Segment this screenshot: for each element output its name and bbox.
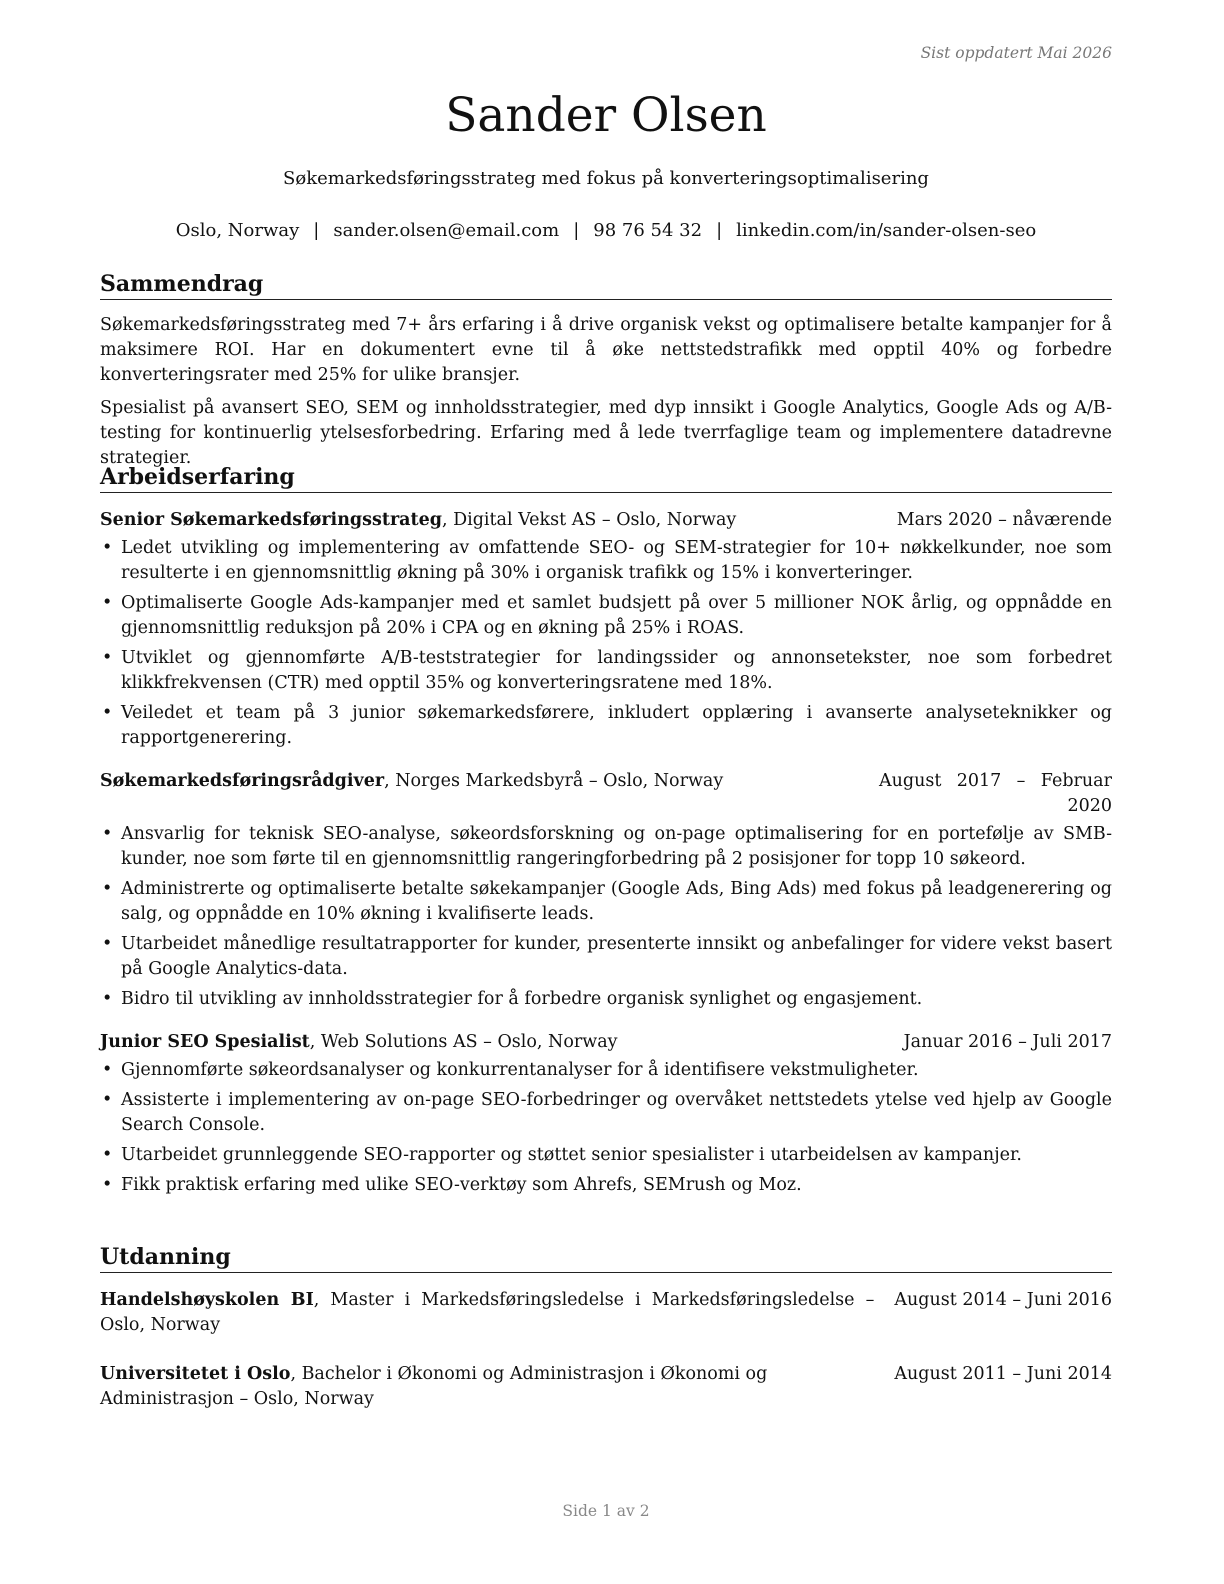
education-dates: August 2011 – Juni 2014 — [894, 1364, 1112, 1384]
education-school: Universitetet i Oslo — [100, 1364, 291, 1384]
job-bullet: • Utviklet og gjennomførte A/B-teststrategier for landingssider og annonsetekster, noe som forbedret klikkfrekvensen (CTR) med opptil 35% og konverteringsratene med 18%. — [100, 646, 1112, 696]
job-header — [100, 1030, 1112, 1055]
job-bullet: • Ledet utvikling og implementering av omfattende SEO- og SEM-strategier for 10+ nøkkelkunder, noe som resulterte i en gjennomsnittlig økning på 30% i organisk trafikk og 15% i konverteringer. — [100, 536, 1112, 586]
resume-page — [100, 0, 1112, 1584]
job-company: , Web Solutions AS – Oslo, Norway — [309, 1032, 618, 1052]
job-entry — [100, 508, 1112, 751]
education-school: Handelshøyskolen BI — [100, 1290, 314, 1310]
summary-paragraph: Søkemarkedsføringsstrateg med 7+ års erfaring i å drive organisk vekst og optimalisere betalte kampanjer for å maksimere ROI. Har en dokumentert evne til å øke nettstedstrafikk med opptil 40% og forbedre konverteringsrater med 25% for ulike bransjer. — [100, 315, 1112, 385]
education-entry — [100, 1288, 1112, 1338]
job-bullet: • Veiledet et team på 3 junior søkemarkedsførere, inkludert opplæring i avanserte analyseteknikker og rapportgenerering. — [100, 701, 1112, 751]
contact-phone: 98 76 54 32 — [593, 220, 703, 241]
job-bullets — [100, 536, 1112, 751]
education-entry — [100, 1362, 1112, 1412]
contact-separator: | — [716, 220, 723, 241]
contact-separator: | — [573, 220, 580, 241]
education-detail: , Bachelor i Økonomi og Administrasjon i Økonomi og Administrasjon – Oslo, Norway — [100, 1364, 768, 1409]
job-header — [100, 769, 1112, 819]
summary-section — [100, 270, 1112, 471]
education-header — [100, 1288, 1112, 1338]
job-bullet: • Utarbeidet månedlige resultatrapporter for kunder, presenterte innsikt og anbefalinger for videre vekst basert på Google Analytics-data. — [100, 932, 1112, 982]
job-bullet: • Administrerte og optimaliserte betalte søkekampanjer (Google Ads, Bing Ads) med fokus på leadgenerering og salg, og oppnådde en 10% økning i kvalifiserte leads. — [100, 877, 1112, 927]
candidate-name: Sander Olsen — [445, 88, 767, 143]
last-updated: Sist oppdatert Mai 2026 — [920, 44, 1112, 62]
job-role: Junior SEO Spesialist — [100, 1032, 310, 1052]
job-bullet: • Ansvarlig for teknisk SEO-analyse, søkeordsforskning og on-page optimalisering for en portefølje av SMB-kunder, noe som førte til en gjennomsnittlig rangeringforbedring på 2 posisjoner for topp 10 søkeord. — [100, 822, 1112, 872]
experience-section — [100, 463, 1112, 1203]
job-bullet: • Utarbeidet grunnleggende SEO-rapporter og støttet senior spesialister i utarbeidelsen av kampanjer. — [100, 1143, 1112, 1168]
job-bullet: • Gjennomførte søkeordsanalyser og konkurrentanalyser for å identifisere vekstmuligheter. — [100, 1058, 1112, 1083]
education-dates: August 2014 – Juni 2016 — [894, 1290, 1112, 1310]
job-company: , Norges Markedsbyrå – Oslo, Norway — [384, 771, 724, 791]
job-bullet: • Optimaliserte Google Ads-kampanjer med et samlet budsjett på over 5 millioner NOK årlig, og oppnådde en gjennomsnittlig reduksjon på 20% i CPA og en økning på 25% i ROAS. — [100, 591, 1112, 641]
page-number: Side 1 av 2 — [562, 1502, 650, 1520]
contact-linkedin[interactable]: linkedin.com/in/sander-olsen-seo — [736, 220, 1037, 241]
job-company: , Digital Vekst AS – Oslo, Norway — [441, 510, 737, 530]
section-title-summary: Sammendrag — [100, 270, 1112, 300]
education-section — [100, 1243, 1112, 1412]
job-bullets — [100, 822, 1112, 1012]
job-role: Senior Søkemarkedsføringsstrateg — [100, 510, 442, 530]
contact-line — [100, 219, 1112, 243]
job-entry — [100, 1030, 1112, 1198]
summary-paragraph: Spesialist på avansert SEO, SEM og innholdsstrategier, med dyp innsikt i Google Analytics, Google Ads og A/B-testing for kontinuerlig ytelsesforbedring. Erfaring med å lede tverrfaglige team og implementere datadrevne strategier. — [100, 398, 1112, 468]
job-dates: Mars 2020 – nåværende — [896, 510, 1112, 530]
job-role: Søkemarkedsføringsrådgiver — [100, 771, 385, 791]
tagline: Søkemarkedsføringsstrateg med fokus på konverteringsoptimalisering — [283, 168, 929, 189]
job-header — [100, 508, 1112, 533]
job-bullets — [100, 1058, 1112, 1198]
contact-separator: | — [313, 220, 320, 241]
job-bullet: • Bidro til utvikling av innholdsstrategier for å forbedre organisk synlighet og engasjement. — [100, 987, 1112, 1012]
contact-location: Oslo, Norway — [175, 220, 300, 241]
job-dates: Januar 2016 – Juli 2017 — [903, 1032, 1112, 1052]
job-entry — [100, 769, 1112, 1012]
job-dates: August 2017 – Februar 2020 — [879, 771, 1112, 816]
contact-email[interactable]: sander.olsen@email.com — [333, 220, 560, 241]
education-header — [100, 1362, 1112, 1412]
job-bullet: • Assisterte i implementering av on-page SEO-forbedringer og overvåket nettstedets ytelse ved hjelp av Google Search Console. — [100, 1088, 1112, 1138]
job-bullet: • Fikk praktisk erfaring med ulike SEO-verktøy som Ahrefs, SEMrush og Moz. — [100, 1173, 1112, 1198]
section-title-experience: Arbeidserfaring — [100, 463, 1112, 493]
education-detail: , Master i Markedsføringsledelse i Markedsføringsledelse – Oslo, Norway — [100, 1290, 875, 1335]
section-title-education: Utdanning — [100, 1243, 1112, 1273]
